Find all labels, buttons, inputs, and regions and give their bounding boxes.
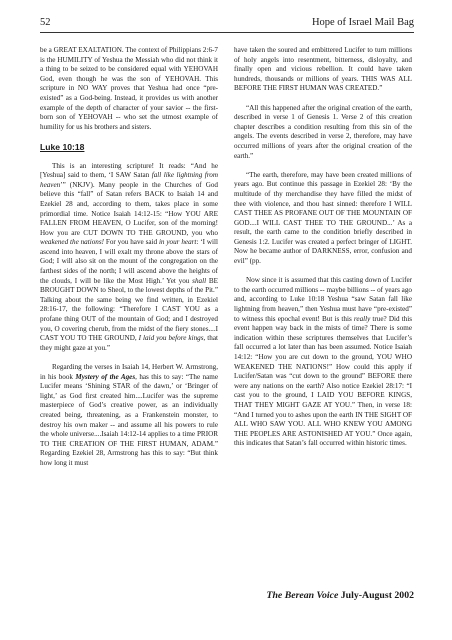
footer-issue-date: July-August 2002 [338,590,414,601]
paragraph: This is an interesting scripture! It reads: “And he [Yeshua] said to them, ‘I SAW Satan fall like lightning from heaven’” (NKJV). Many people in the Churches of God believe this “fall” of Satan refers BACK to Isaiah 14 and Ezekiel 28 and, according to them, takes place in some primordial time. Notice Isaiah 14:12-15: “How YOU ARE FALLEN FROM HEAVEN, O Lucifer, son of the morning! How you are CUT DOWN TO THE GROUND, you who weakened the nations! For you have said in your heart: ‘I will ascend into heaven, I will exalt my throne above the stars of God; I will also sit on the mount of the congregation on the farthest sides of the north; I will ascend above the heights of the clouds, I will be like the Most High.’ Yet you shall BE BROUGHT DOWN to Sheol, to the lowest depths of the Pit.” Talking about the same being we find written, in Ezekiel 28:16-17, the following: “Therefore I CAST YOU as a profane thing OUT of the mountain of God; and I destroyed you, O covering cherub, from the midst of the fiery stones....I CAST YOU TO THE GROUND, I laid you before kings, that they might gaze at you.” [40,161,218,352]
publication-title: Hope of Israel Mail Bag [311,16,414,28]
paragraph: have taken the soured and embittered Lucifer to turn millions of holy angels into resentment, bitterness, disloyalty, and finally open and vicious rebellion. It could have taken hundreds, thousands or millions of years. THIS WAS ALL BEFORE THE FIRST HUMAN WAS CREATED.” [234,46,412,93]
page-number: 52 [40,16,51,28]
section-heading: Luke 10:18 [40,141,85,152]
paragraph: “All this happened after the original creation of the earth, described in verse 1 of Genesis 1. Verse 2 of this creation chapter describes a condition resulting from this sin of the angels. The events described in verse 2, therefore, may have occurred millions of years after the original creation of the earth.” [234,103,412,160]
paragraph: be a GREAT EXALTATION. The context of Philippians 2:6-7 is the HUMILITY of Yeshua the Messiah who did not think it a thing to be seized to be considered equal with YEHOVAH God, even though he was the son of YEHOVAH. This scripture in NO WAY proves that Yeshua had once “pre-existed” as a God-being. Instead, it provides us with another example of the depth of character of your savior -- the first-born son of YEHOVAH -- who set the utmost example of humility for us his brothers and sisters. [40,46,218,131]
header-rule [40,32,414,33]
paragraph: “The earth, therefore, may have been created millions of years ago. But continue this passage in Ezekiel 28: ‘By the multitude of thy merchandise they have filled the midst of thee with violence, and thou hast sinned: therefore I WILL CAST THEE AS PROFANE OUT OF THE MOUNTAIN OF GOD....I WILL CAST THEE TO THE GROUND...’ As a result, the earth came to the condition briefly described in Genesis 1:2. Lucifer was created a perfect bringer of LIGHT. Now he became author of DARKNESS, error, confusion and evil” (pp. [234,170,412,266]
paragraph: Regarding the verses in Isaiah 14, Herbert W. Armstrong, in his book Mystery of the Ages, has this to say: “The name Lucifer means ‘Shining STAR of the dawn,’ or ‘Bringer of light,’ as God first created him....Lucifer was the supreme masterpiece of God’s creative power, as an individually created being, threatening, as a Frankenstein monster, to destroy his own maker -- and assume all his powers to rule the whole universe....Isaiah 14:12-14 applies to a time PRIOR TO THE CREATION OF THE FIRST HUMAN, ADAM.” Regarding Ezekiel 28, Armstrong has this to say: “But think how long it must [40,363,218,467]
paragraph: Now since it is assumed that this casting down of Lucifer to the earth occurred millions -- maybe billions -- of years ago and, according to Luke 10:18 Yeshua “saw Satan fall like lightning from heaven,” then Yeshua must have “pre-existed” to witness this epochal event! But is this really true? Did this event happen way back in the mists of time? There is some indication within these scriptures themselves that Lucifer’s fall occurred a lot later than has been assumed. Notice Isaiah 14:12: “How you are cut down to the ground, YOU WHO WEAKENED THE NATIONS!” How could this apply if Lucifer/Satan was “cut down to the ground” BEFORE there were any nations on the earth? Also notice Ezekiel 28:17: “I cast you to the ground, I LAID YOU BEFORE KINGS, THAT THEY MIGHT GAZE AT YOU.” Then, in verse 18: “And I turned you to ashes upon the earth IN THE SIGHT OF ALL WHO SAW YOU. ALL WHO KNEW YOU AMONG THE PEOPLES ARE ASTONISHED AT YOU.” Once again, this indicates that Satan’s fall occurred within historic times. [234,276,413,448]
page-header [40,14,414,30]
page-footer [266,590,414,601]
footer-publication-name: The Berean Voice [266,590,339,601]
right-column [234,46,412,449]
left-column [40,46,218,469]
